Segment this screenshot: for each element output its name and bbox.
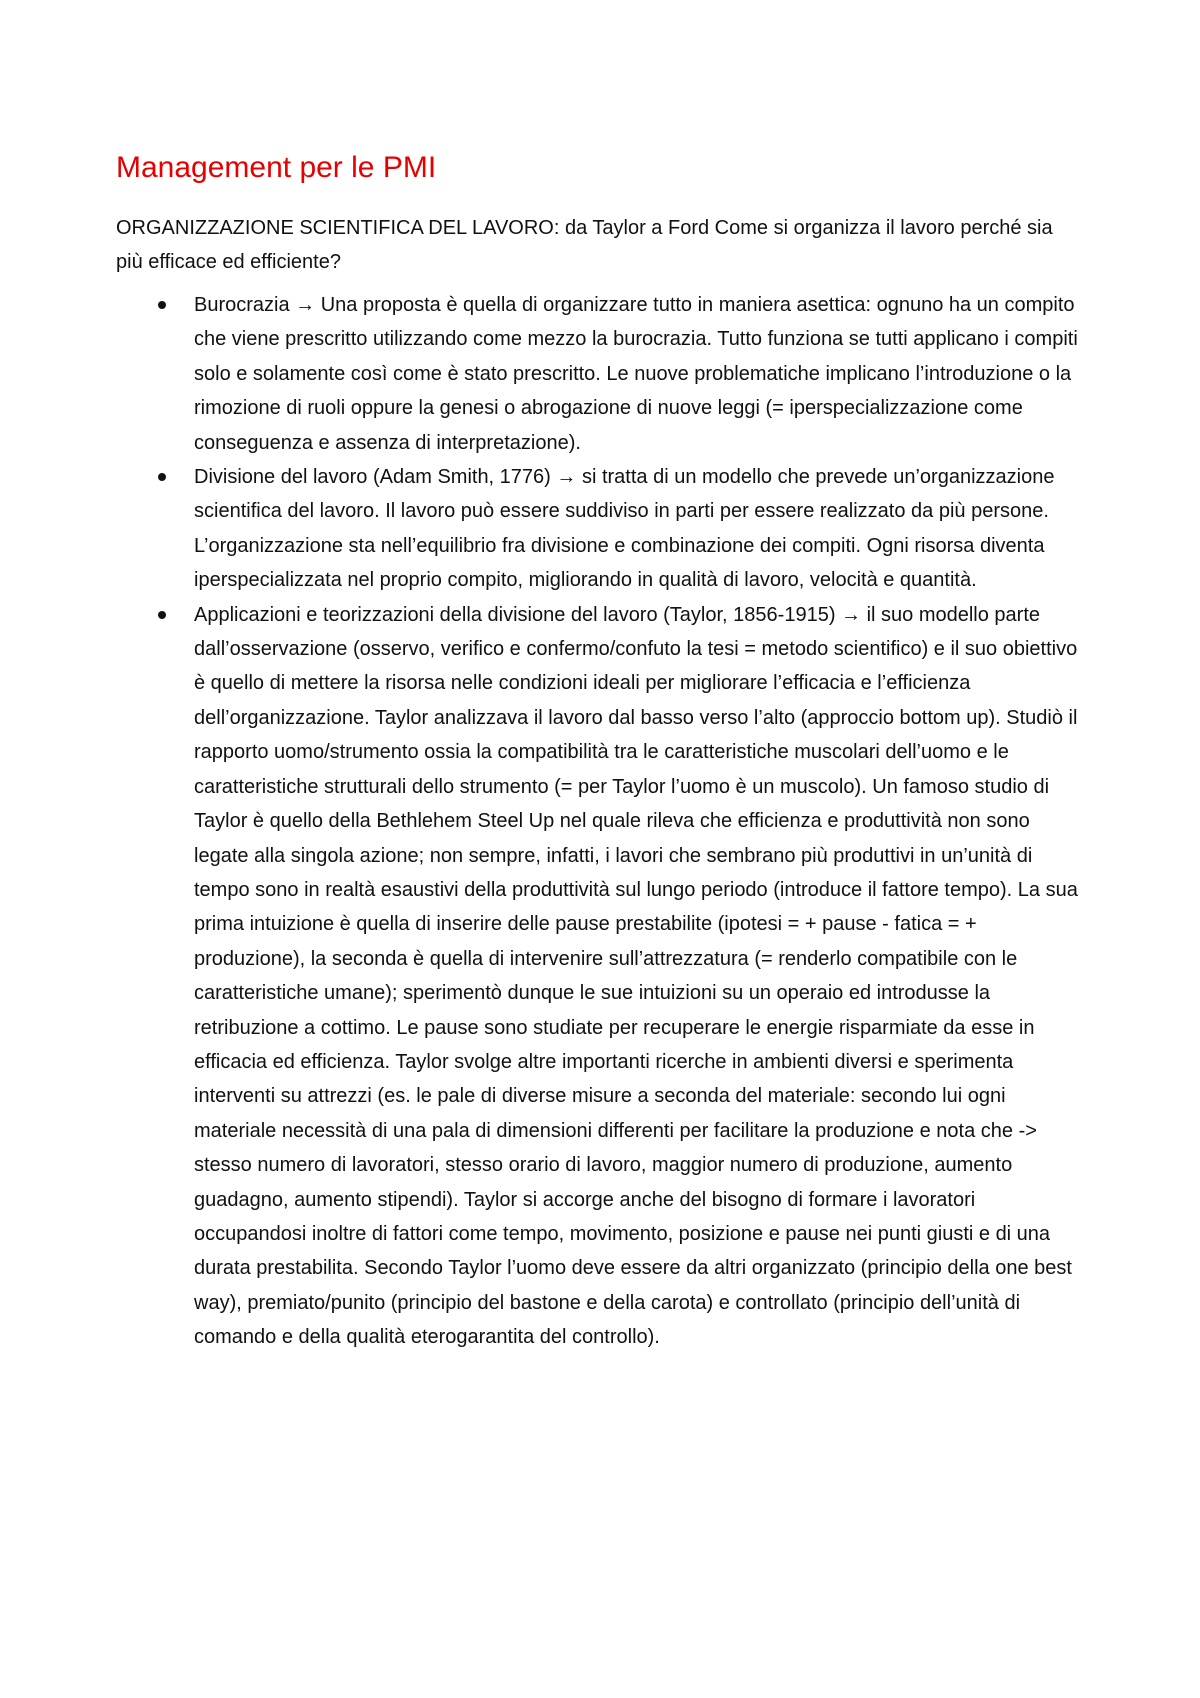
- list-item-taylor: [116, 598, 1082, 1355]
- bullet-dot-icon: [158, 611, 166, 619]
- list-item-divisione-lavoro: [116, 460, 1082, 598]
- intro-paragraph: ORGANIZZAZIONE SCIENTIFICA DEL LAVORO: da Taylor a Ford Come si organizza il lavoro perché sia più efficace ed efficiente?: [116, 217, 1053, 273]
- list-item-text: Burocrazia → Una proposta è quella di organizzare tutto in maniera asettica: ognuno ha un compito che viene prescritto utilizzando come mezzo la burocrazia. Tutto funziona se tutti applicano i compiti solo e solamente così come è stato prescritto. Le nuove problematiche implicano l’introduzione o la rimozione di ruoli oppure la genesi o abrogazione di nuove leggi (= iperspecializzazione come conseguenza e assenza di interpretazione).: [194, 294, 1078, 454]
- bullet-dot-icon: [158, 301, 166, 309]
- bullet-list: [116, 288, 1082, 1355]
- list-item-text: Divisione del lavoro (Adam Smith, 1776) → si tratta di un modello che prevede un’organizzazione scientifica del lavoro. Il lavoro può essere suddiviso in parti per essere realizzato da più persone. L’organizzazione sta nell’equilibrio fra divisione e combinazione dei compiti. Ogni risorsa diventa iperspecializzata nel proprio compito, migliorando in qualità di lavoro, velocità e quantità.: [194, 466, 1055, 592]
- list-item-text: Applicazioni e teorizzazioni della divisione del lavoro (Taylor, 1856-1915) → il suo modello parte dall’osservazione (osservo, verifico e confermo/confuto la tesi = metodo scientifico) e il suo obiettivo è quello di mettere la risorsa nelle condizioni ideali per migliorare l’efficacia e l’efficienza dell’organizzazione. Taylor analizzava il lavoro dal basso verso l’alto (approccio bottom up). Studiò il rapporto uomo/strumento ossia la compatibilità tra le caratteristiche muscolari dell’uomo e le caratteristiche strutturali dello strumento (= per Taylor l’uomo è un muscolo). Un famoso studio di Taylor è quello della Bethlehem Steel Up nel quale rileva che efficienza e produttività non sono legate alla singola azione; non sempre, infatti, i lavori che sembrano più produttivi in un’unità di tempo sono in realtà esaustivi della produttività sul lungo periodo (introduce il fattore tempo). La sua prima intuizione è quella di inserire delle pause prestabilite (ipotesi = + pause - fatica = + produzione), la seconda è quella di intervenire sull’attrezzatura (= renderlo compatibile con le caratteristiche umane); sperimentò dunque le sue intuizioni su un operaio ed introdusse la retribuzione a cottimo. Le pause sono studiate per recuperare le energie risparmiate da esse in efficacia ed efficienza. Taylor svolge altre importanti ricerche in ambienti diversi e sperimenta interventi su attrezzi (es. le pale di diverse misure a seconda del materiale: secondo lui ogni materiale necessità di una pala di dimensioni differenti per facilitare la produzione e nota che -> stesso numero di lavoratori, stesso orario di lavoro, maggior numero di produzione, aumento guadagno, aumento stipendi). Taylor si accorge anche del bisogno di formare i lavoratori occupandosi inoltre di fattori come tempo, movimento, posizione e pause nei punti giusti e di una durata prestabilita. Secondo Taylor l’uomo deve essere da altri organizzato (principio della one best way), premiato/punito (principio del bastone e della carota) e controllato (principio dell’unità di comando e della qualità eterogarantita del controllo).: [194, 603, 1078, 1349]
- page-title: Management per le PMI: [116, 151, 437, 184]
- list-item-burocrazia: [116, 288, 1082, 460]
- bullet-dot-icon: [158, 473, 166, 481]
